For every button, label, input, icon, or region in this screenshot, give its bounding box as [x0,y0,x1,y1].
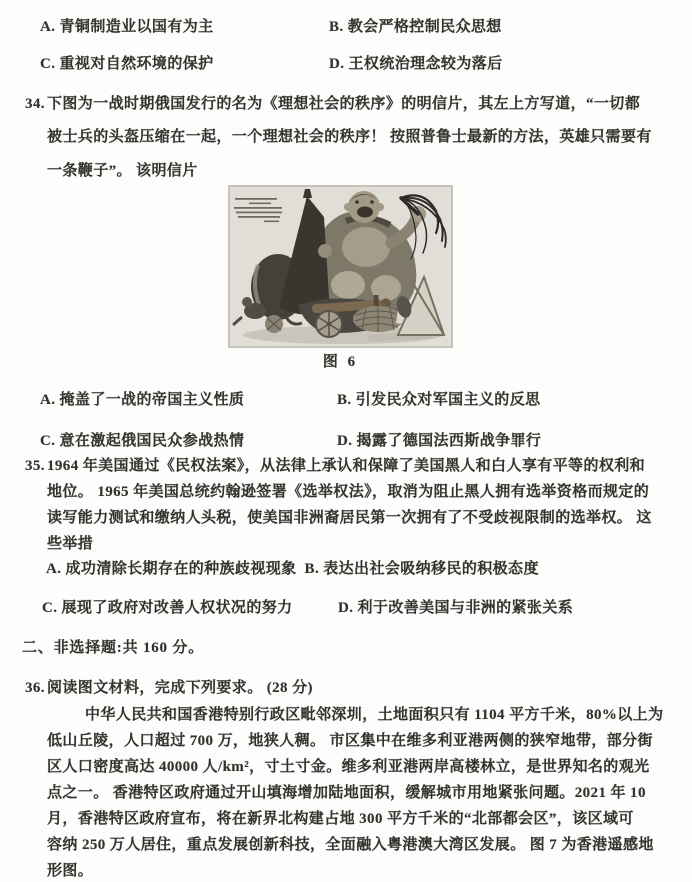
question-35-stem-line-2: 地位。 1965 年美国总统约翰逊签署《选举权法》，取消为阻止黑人拥有选举资格而规定的 [47,484,650,500]
figure-6-caption: 图 6 [322,354,359,370]
question-36-para-line-7: 形图。 [47,863,94,879]
question-35-stem-line-4: 些举措 [47,536,94,552]
q35-options-row-ab [46,560,539,578]
question-36-intro-line [25,679,313,697]
section-2-header: 二、非选择题:共 160 分。 [22,640,204,656]
q35-option-c: C. 展现了政府对改善人权状况的努力 [42,600,293,616]
question-34-number: 34. [25,96,45,112]
prev-option-c: C. 重视对自然环境的保护 [40,56,214,72]
q34-option-d: D. 揭露了德国法西斯战争罪行 [337,433,542,449]
prev-option-a: A. 青铜制造业以国有为主 [40,19,214,35]
question-34-stem-line-2: 被士兵的头盔压缩在一起，一个理想社会的秩序！ 按照普鲁士最新的方法，英雄只需要有 [47,129,652,145]
question-35-number: 35. [25,458,45,474]
question-36-para-line-5: 月，香港特区政府宣布，将在新界北构建占地 300 平方千米的“北部都会区”，该区域可 [47,811,634,827]
question-35-stem-line-3: 读写能力测试和缴纳人头税，使美国非洲裔居民第一次拥有了不受歧视限制的选举权。 这 [47,510,652,526]
question-34-stem-text-1: 下图为一战时期俄国发行的名为《理想社会的秩序》的明信片，其左上方写道，“一切都 [47,96,641,112]
q35-option-d: D. 利于改善美国与非洲的紧张关系 [338,600,574,616]
question-36-para-line-6: 容纳 250 万人居住，重点发展创新科技，全面融入粤港澳大湾区发展。 图 7 为香港遥感地 [47,837,654,853]
question-35-stem-text-1: 1964 年美国通过《民权法案》，从法律上承认和保障了美国黑人和白人享有平等的权利和 [47,458,646,474]
q34-option-b: B. 引发民众对军国主义的反思 [337,392,541,408]
figure-6-postcard [228,185,453,348]
question-36-intro-text: 阅读图文材料，完成下列要求。 (28 分) [47,680,313,696]
q34-option-c: C. 意在激起俄国民众参战热情 [40,433,245,449]
question-35-stem-line-1 [25,457,645,475]
question-36-number: 36. [25,680,45,696]
question-36-para-line-2: 低山丘陵，人口超过 700 万，地狭人稠。 市区集中在维多利亚港两侧的狭窄地带，部分街 [47,733,653,749]
question-36-para-line-4: 点之一。 香港特区政府通过开山填海增加陆地面积，缓解城市用地紧张问题。2021 年 10 [47,785,646,801]
prev-option-b: B. 教会严格控制民众思想 [329,19,502,35]
q35-option-a: A. 成功清除长期存在的种族歧视现象 [46,561,297,577]
q35-option-b: B. 表达出社会吸纳移民的积极态度 [304,561,539,577]
question-36-para-line-1: 中华人民共和国香港特别行政区毗邻深圳，土地面积只有 1104 平方千米，80%以上为 [85,707,664,723]
q34-option-a: A. 掩盖了一战的帝国主义性质 [40,392,245,408]
prev-option-d: D. 王权统治理念较为落后 [329,56,503,72]
postcard-cartoon-image [228,185,453,348]
question-34-stem-line-3: 一条鞭子”。 该明信片 [47,163,198,179]
question-34-stem-line-1 [25,95,640,113]
question-36-para-line-3: 区人口密度高达 40000 人/km²，寸土寸金。维多利亚港两岸高楼林立，是世界知名的观光 [47,759,650,775]
